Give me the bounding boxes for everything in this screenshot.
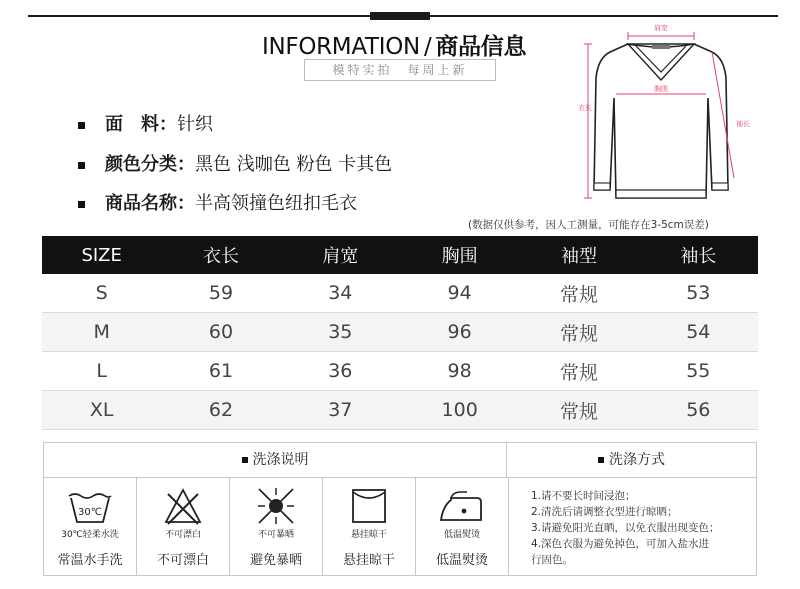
table-row	[42, 352, 758, 391]
table-row	[42, 391, 758, 430]
page-title	[262, 28, 526, 61]
col-length: 衣长	[161, 236, 280, 274]
col-shoulder: 肩宽	[281, 236, 400, 274]
diagram-shoulder-label: 肩宽	[654, 24, 668, 32]
size-table	[42, 236, 758, 430]
size-table-header	[42, 236, 758, 274]
info-value: 半高领撞色纽扣毛衣	[195, 193, 357, 214]
table-cell: 59	[161, 274, 280, 313]
wash-item-small-label: 低温熨烫	[443, 530, 480, 540]
wash-item-label: 不可漂白	[156, 553, 209, 568]
wash-30-icon	[65, 486, 115, 526]
wash-item-small-label: 30℃轻柔水洗	[61, 530, 119, 540]
wash-item-small-label: 不可漂白	[164, 530, 201, 540]
no-bleach-icon	[158, 486, 208, 526]
table-cell: M	[42, 313, 161, 352]
wash-method-header	[507, 443, 756, 478]
info-label: 颜色分类：	[105, 154, 195, 175]
sweater-diagram-icon	[570, 18, 750, 218]
info-value: 黑色 浅咖色 粉色 卡其色	[195, 154, 393, 175]
diagram-sleeve-label: 袖长	[736, 120, 750, 128]
wash-item	[44, 478, 137, 575]
table-cell: 常规	[519, 391, 638, 430]
table-cell: 62	[161, 391, 280, 430]
info-value: 针织	[177, 114, 213, 135]
table-cell: 56	[639, 391, 758, 430]
measurement-note: (数据仅供参考，因人工测量，可能存在3-5cm误差)	[468, 219, 709, 231]
table-cell: 61	[161, 352, 280, 391]
bullet-icon	[78, 201, 85, 208]
wash-instructions-header	[44, 443, 507, 478]
table-cell: XL	[42, 391, 161, 430]
table-cell: 54	[639, 313, 758, 352]
table-cell: 常规	[519, 274, 638, 313]
diagram-length-label: 衣长	[578, 104, 592, 112]
bullet-icon	[598, 457, 604, 463]
table-cell: 53	[639, 274, 758, 313]
table-cell: 36	[281, 352, 400, 391]
table-cell: 96	[400, 313, 519, 352]
table-cell: 94	[400, 274, 519, 313]
info-label: 面 料：	[105, 114, 177, 135]
table-row	[42, 313, 758, 352]
table-cell: 55	[639, 352, 758, 391]
wash-item	[230, 478, 323, 575]
wash-temp-label: 30℃	[78, 507, 102, 518]
info-label: 商品名称：	[105, 193, 195, 214]
wash-step: 行固色。	[531, 554, 573, 566]
wash-item-label: 低温熨烫	[435, 553, 488, 568]
top-tab	[370, 12, 430, 20]
subtitle-box: 模特实拍 每周上新	[304, 59, 496, 81]
wash-step: 3.请避免阳光直晒，以免衣服出现变色；	[531, 522, 720, 534]
table-cell: 100	[400, 391, 519, 430]
wash-step: 2.清洗后请调整衣型进行晾晒；	[531, 506, 678, 518]
table-cell: 37	[281, 391, 400, 430]
info-fabric	[78, 110, 213, 136]
table-cell: 34	[281, 274, 400, 313]
table-cell: 98	[400, 352, 519, 391]
wash-step: 1.请不要长时间浸泡；	[531, 490, 636, 502]
col-sleeve-length: 袖长	[639, 236, 758, 274]
table-cell: 60	[161, 313, 280, 352]
title-cn: 商品信息	[435, 34, 527, 60]
col-sleeve-type: 袖型	[519, 236, 638, 274]
info-colors	[78, 150, 392, 176]
wash-item	[137, 478, 230, 575]
title-en: INFORMATION	[262, 34, 420, 60]
wash-item-small-label: 悬挂晾干	[350, 530, 387, 540]
wash-instructions-title: 洗涤说明	[252, 452, 309, 468]
wash-item	[416, 478, 509, 575]
info-product-name	[78, 189, 357, 215]
table-row	[42, 274, 758, 313]
title-separator: /	[423, 34, 432, 60]
bullet-icon	[242, 457, 248, 463]
bullet-icon	[78, 162, 85, 169]
table-cell: 常规	[519, 313, 638, 352]
wash-item-label: 常温水手洗	[57, 553, 123, 568]
wash-method-title: 洗涤方式	[609, 452, 665, 468]
table-cell: 35	[281, 313, 400, 352]
wash-section	[43, 442, 757, 576]
wash-item-label: 避免暴晒	[249, 553, 302, 568]
wash-item-label: 悬挂晾干	[342, 553, 395, 568]
table-cell: S	[42, 274, 161, 313]
wash-item-small-label: 不可暴晒	[257, 530, 294, 540]
col-size: SIZE	[42, 236, 161, 274]
table-cell: L	[42, 352, 161, 391]
col-chest: 胸围	[400, 236, 519, 274]
wash-steps	[531, 488, 753, 568]
no-sun-icon	[251, 486, 301, 526]
low-iron-icon	[437, 486, 487, 526]
wash-item	[323, 478, 416, 575]
bullet-icon	[78, 122, 85, 129]
wash-step: 4.深色衣服为避免掉色，可加入盐水进	[531, 538, 710, 550]
diagram-chest-label: 胸围	[654, 85, 668, 93]
table-cell: 常规	[519, 352, 638, 391]
hang-dry-icon	[344, 486, 394, 526]
